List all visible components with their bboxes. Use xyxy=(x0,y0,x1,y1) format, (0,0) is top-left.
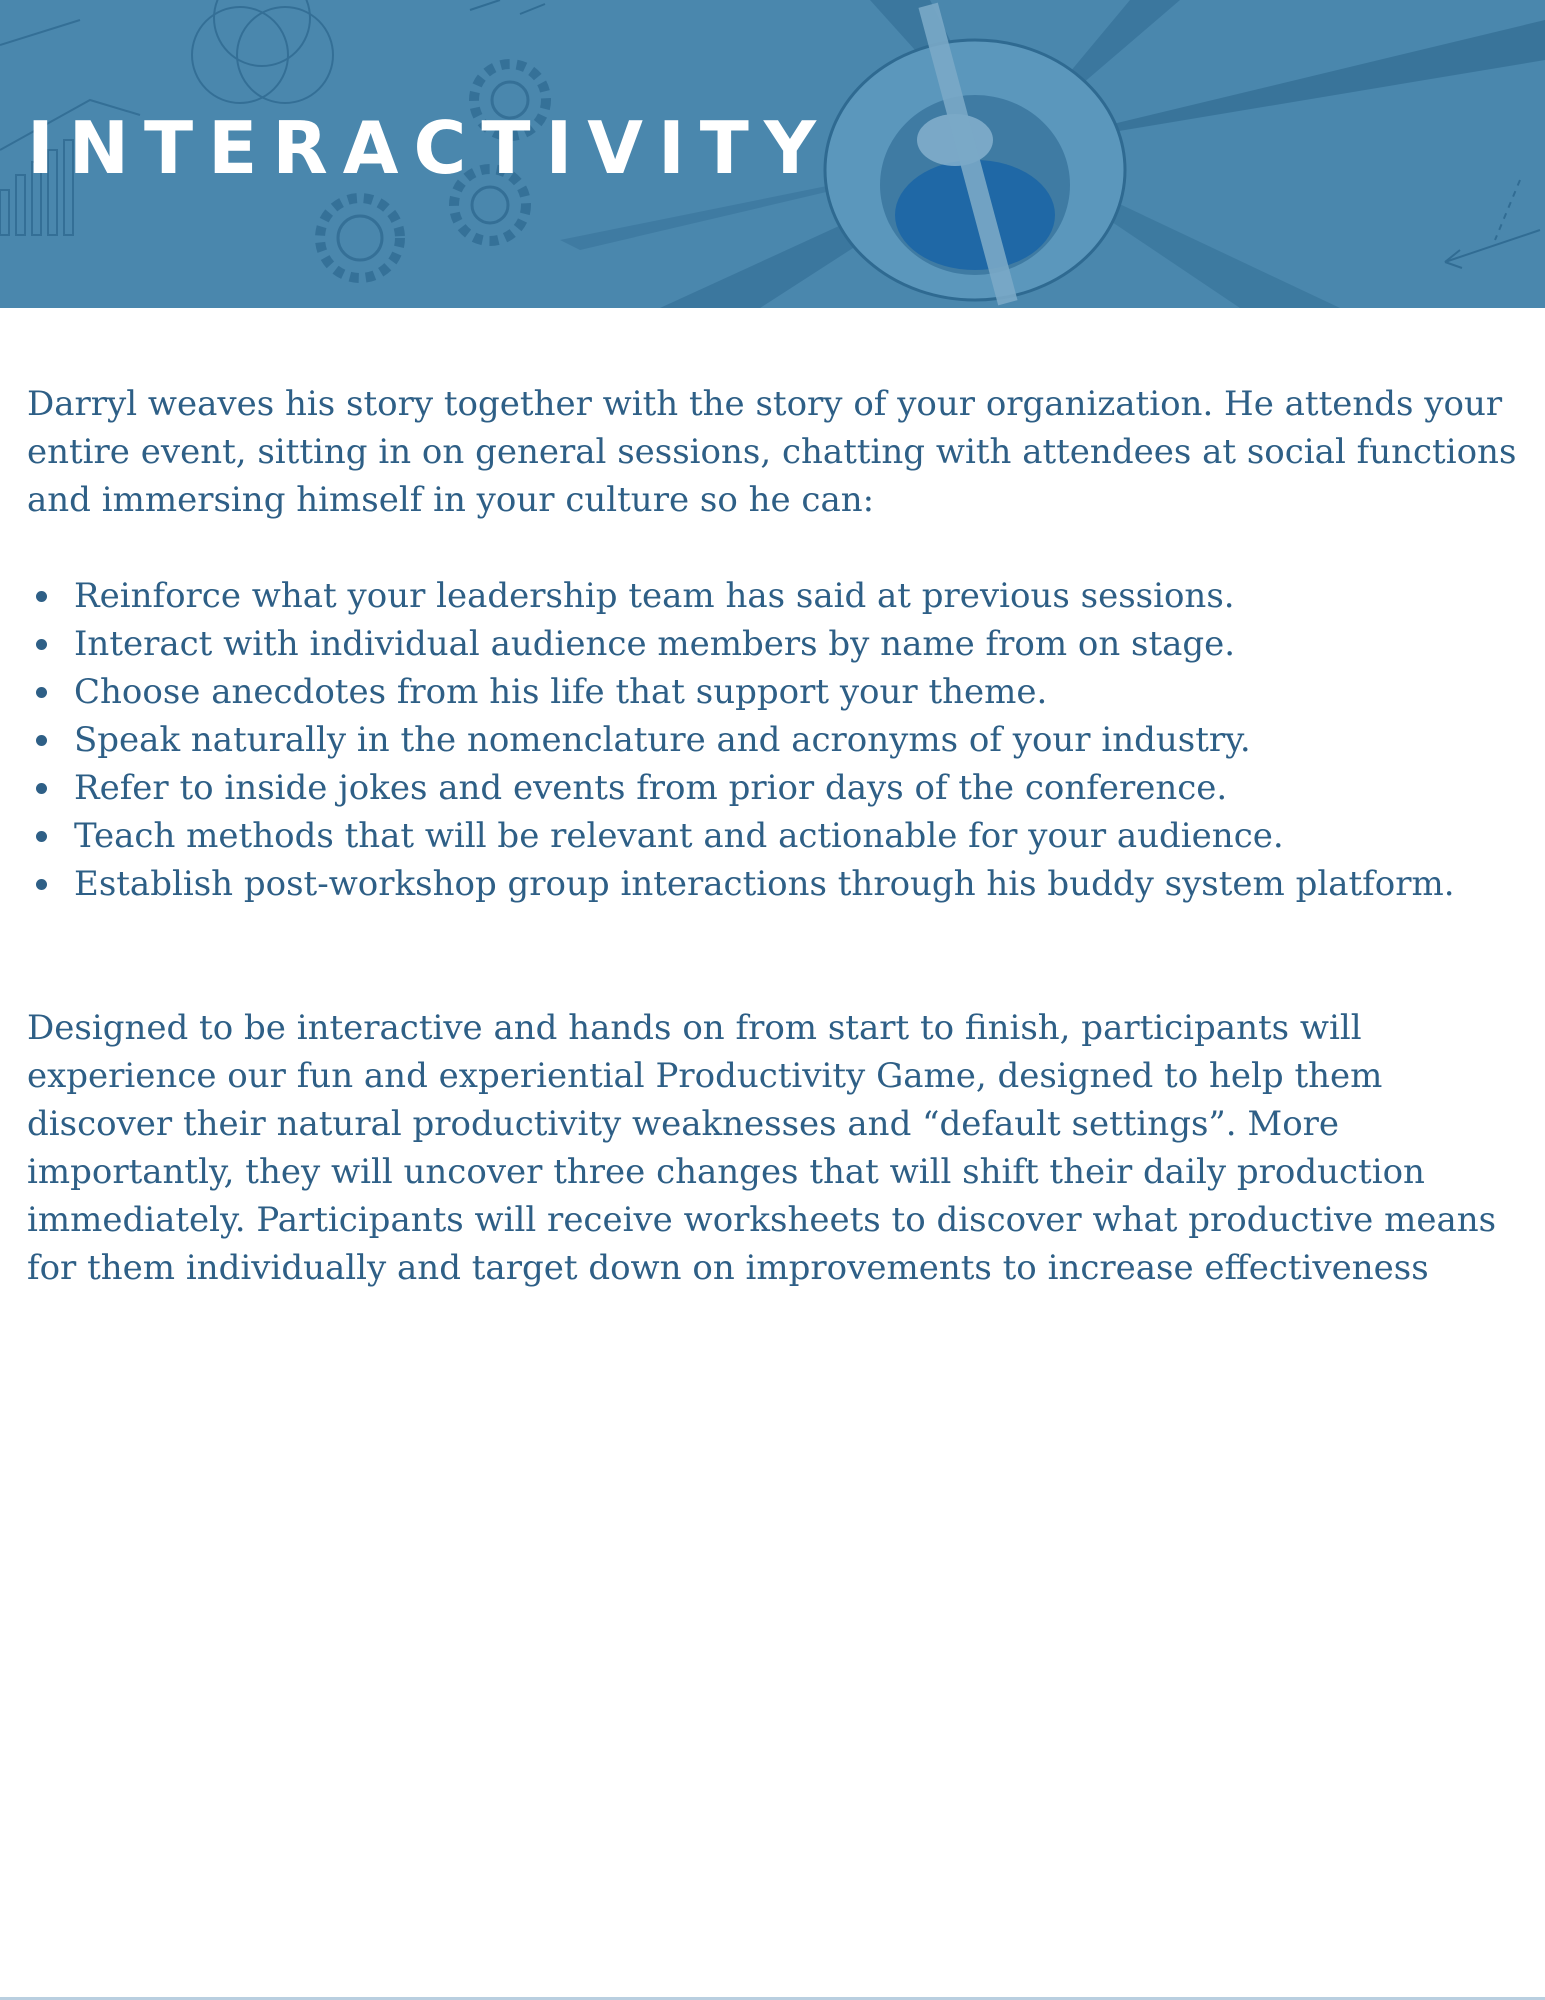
bullet-icon xyxy=(36,783,47,794)
list-item xyxy=(27,572,1522,620)
bullet-icon xyxy=(36,735,47,746)
bullet-icon xyxy=(36,639,47,650)
intro-paragraph: Darryl weaves his story together with the story of your organization. He attends your entire event, sitting in on general sessions, chatting with attendees at social functions and immersing himself in your culture so he can: xyxy=(27,384,1517,520)
list-item-text: Interact with individual audience members by name from on stage. xyxy=(74,624,1236,664)
list-item-text: Choose anecdotes from his life that support your theme. xyxy=(74,672,1048,712)
list-item xyxy=(27,716,1522,764)
bullet-icon xyxy=(36,591,47,602)
venn-diagram-icon xyxy=(192,0,333,103)
bullet-list xyxy=(27,572,1522,908)
bullet-icon xyxy=(36,687,47,698)
list-item xyxy=(27,668,1522,716)
page-title: INTERACTIVITY xyxy=(27,106,832,190)
list-item-text: Speak naturally in the nomenclature and acronyms of your industry. xyxy=(74,720,1251,760)
list-item-text: Reinforce what your leadership team has said at previous sessions. xyxy=(74,576,1235,616)
main-content xyxy=(27,380,1522,1292)
list-item xyxy=(27,620,1522,668)
bullet-icon xyxy=(36,831,47,842)
list-item xyxy=(27,860,1522,908)
header-banner xyxy=(0,0,1545,308)
list-item xyxy=(27,764,1522,812)
list-item-text: Establish post-workshop group interactions through his buddy system platform. xyxy=(74,864,1455,904)
list-item-text: Refer to inside jokes and events from prior days of the conference. xyxy=(74,768,1228,808)
list-item-text: Teach methods that will be relevant and actionable for your audience. xyxy=(74,816,1284,856)
closing-paragraph: Designed to be interactive and hands on from start to finish, participants will experience our fun and experiential Productivity Game, designed to help them discover their natural productivity weaknesses and “default settings”. More importantly, they will uncover three changes that will shift their daily production immediately. Participants will receive worksheets to discover what productive means for them individually and target down on improvements to increase effectiveness xyxy=(27,1008,1497,1288)
list-item xyxy=(27,812,1522,860)
bullet-icon xyxy=(36,879,47,890)
